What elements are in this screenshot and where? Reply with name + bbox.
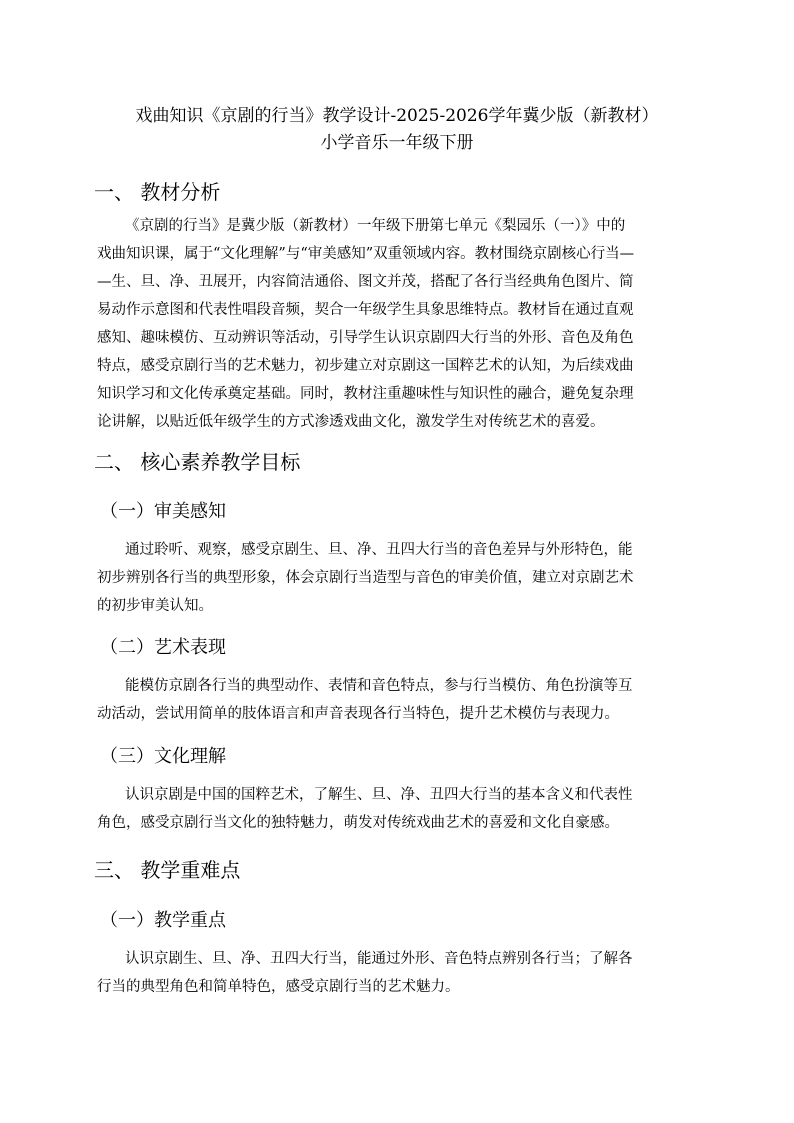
document-title: 戏曲知识《京剧的行当》教学设计-2025-2026学年冀少版（新教材） [135, 106, 659, 126]
subsection-heading-artistic-expression: （二）艺术表现 [100, 637, 226, 658]
paragraph-line: 能模仿京剧各行当的典型动作、表情和音色特点，参与行当模仿、角色扮演等互 [125, 678, 633, 694]
paragraph-line: 动活动，尝试用简单的肢体语言和声音表现各行当特色，提升艺术模仿与表现力。 [97, 706, 619, 722]
paragraph-line: 认识京剧是中国的国粹艺术，了解生、旦、净、丑四大行当的基本含义和代表性 [125, 787, 633, 803]
paragraph-line: 行当的典型角色和简单特色，感受京剧行当的艺术魅力。 [97, 979, 460, 995]
paragraph-line: 通过聆听、观察，感受京剧生、旦、净、丑四大行当的音色差异与外形特色，能 [125, 542, 633, 558]
paragraph-line: 认识京剧生、旦、净、丑四大行当，能通过外形、音色特点辨别各行当；了解各 [125, 951, 633, 967]
paragraph-line: 知识学习和文化传承奠定基础。同时，教材注重趣味性与知识性的融合，避免复杂理 [97, 386, 634, 402]
subsection-heading-aesthetic-perception: （一）审美感知 [100, 501, 226, 522]
paragraph-line: 角色，感受京剧行当文化的独特魅力，萌发对传统戏曲艺术的喜爱和文化自豪感。 [97, 815, 619, 831]
paragraph-line: 特点，感受京剧行当的艺术魅力，初步建立对京剧这一国粹艺术的认知，为后续戏曲 [97, 358, 634, 374]
paragraph-line: 初步辨别各行当的典型形象，体会京剧行当造型与音色的审美价值，建立对京剧艺术 [97, 570, 634, 586]
paragraph-line: 《京剧的行当》是冀少版（新教材）一年级下册第七单元《梨园乐（一）》中的 [125, 218, 626, 234]
subsection-heading-teaching-focus: （一）教学重点 [100, 910, 226, 931]
paragraph-line: —生、旦、净、丑展开，内容简洁通俗、图文并茂，搭配了各行当经典角色图片、简 [97, 274, 634, 290]
section-heading-teaching-focus-difficulty: 三、 教学重难点 [94, 858, 241, 882]
paragraph-line: 戏曲知识课，属于“文化理解”与“审美感知”双重领域内容。教材围绕京剧核心行当— [97, 246, 635, 262]
section-heading-textbook-analysis: 一、 教材分析 [94, 180, 221, 204]
paragraph-line: 易动作示意图和代表性唱段音频，契合一年级学生具象思维特点。教材旨在通过直观 [97, 302, 634, 318]
paragraph-line: 的初步审美认知。 [97, 598, 213, 614]
paragraph-line: 论讲解，以贴近低年级学生的方式渗透戏曲文化，激发学生对传统艺术的喜爱。 [97, 414, 605, 430]
subsection-heading-cultural-understanding: （三）文化理解 [100, 746, 226, 767]
section-heading-core-literacy-goals: 二、 核心素养教学目标 [94, 450, 301, 474]
document-subtitle: 小学音乐一年级下册 [320, 133, 474, 153]
paragraph-line: 感知、趣味模仿、互动辨识等活动，引导学生认识京剧四大行当的外形、音色及角色 [97, 330, 634, 346]
